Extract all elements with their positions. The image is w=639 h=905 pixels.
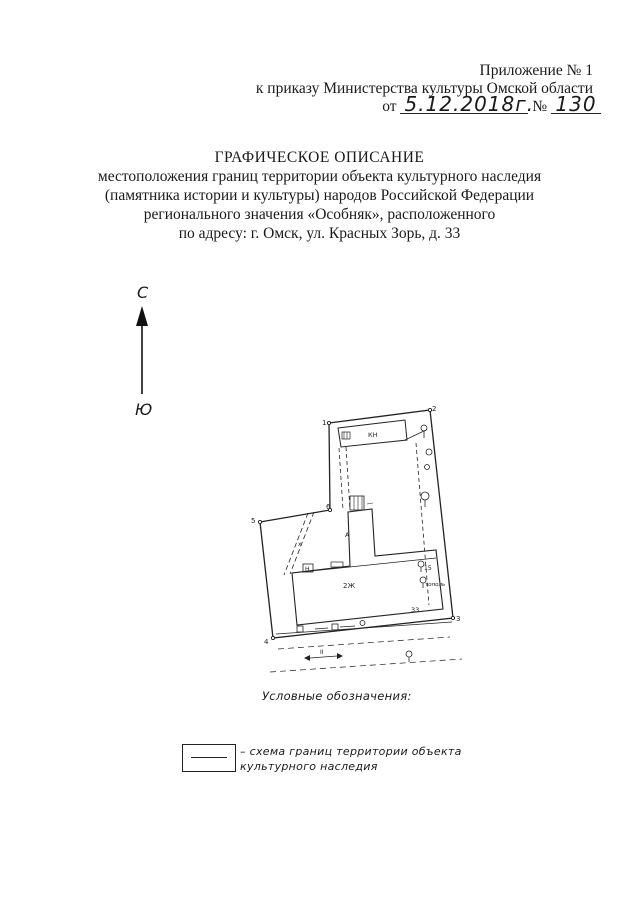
compass-south-label: Ю (135, 400, 153, 419)
legend-boundary-symbol (182, 744, 236, 772)
legend-heading: Условные обозначения: (262, 689, 412, 703)
title-line-3: регионального значения «Особняк», расположенного (143, 206, 496, 223)
tree-number-label: 15 (424, 565, 432, 572)
order-reference: к приказу Министерства культуры Омской области (255, 80, 593, 97)
legend-item-text (240, 744, 470, 774)
building-a-label: А (345, 531, 350, 539)
compass-arrow-icon (132, 304, 152, 396)
building-2zh-label: 2Ж (343, 582, 355, 590)
building-h-label: Н (305, 566, 310, 573)
title-line-1: местоположения границ территории объекта культурного наследия (97, 168, 542, 185)
tree-species-label: тополь (425, 582, 446, 588)
plan-point-3: 3 (456, 615, 461, 623)
plan-point-5: 5 (251, 517, 256, 525)
outbuilding-kn-label: КН (368, 431, 378, 439)
plan-point-2: 2 (432, 405, 437, 413)
number-prefix: № (532, 98, 548, 115)
compass-north-label: С (137, 283, 149, 302)
street-marker-label: II (320, 649, 324, 656)
document-title: ГРАФИЧЕСКОЕ ОПИСАНИЕ (214, 149, 425, 166)
title-line-4: по адресу: г. Омск, ул. Красных Зорь, д. 33 (178, 225, 461, 242)
plan-point-1: 1 (322, 419, 327, 427)
legend-item-line-1: – схема границ территории объекта (240, 745, 462, 758)
svg-text:х: х (298, 541, 302, 548)
territory-boundary (260, 410, 453, 638)
document-title-block (0, 148, 639, 243)
handwritten-date: 5.12.2018г. (400, 95, 528, 114)
date-prefix: от (382, 98, 397, 115)
plan-point-6: 6 (326, 503, 331, 511)
site-plan (240, 400, 480, 675)
appendix-label: Приложение № 1 (479, 62, 593, 79)
title-line-2: (памятника истории и культуры) народов Российской Федерации (104, 187, 535, 204)
plan-point-4: 4 (264, 638, 269, 646)
legend-item-line-2: культурного наследия (240, 760, 378, 773)
handwritten-number: 130 (551, 95, 601, 114)
order-date-line (382, 92, 601, 116)
house-number-label: 33 (411, 606, 420, 614)
